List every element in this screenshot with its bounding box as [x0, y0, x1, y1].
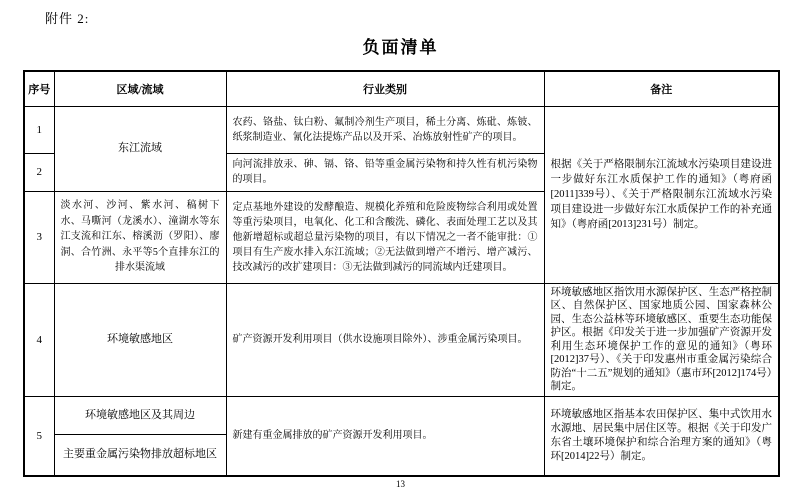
table-row-1	[24, 106, 779, 153]
row-number-cell-3: 3	[24, 191, 54, 283]
region-cell-heavy-metal-exceeding: 主要重金属污染物排放超标地区	[54, 434, 226, 476]
remark-cell-rows-1-3: 根据《关于严格限制东江流域水污染项目建设进一步做好东江水质保护工作的通知》（粤府函[2011]339号）、《关于严格限制东江流域水污染项目建设进一步做好东江水质保护工作的补充通知》（粤府函[2013]231号）制定。	[544, 106, 779, 283]
attachment-label: 附件 2:	[45, 11, 90, 26]
column-header-industry: 行业类别	[226, 71, 544, 106]
row-number-cell-5: 5	[24, 396, 54, 476]
column-header-no: 序号	[24, 71, 54, 106]
industry-cell-3: 定点基地外建设的发酵酿造、规模化养殖和危险废物综合利用或处置等重污染项目，电氧化、化工和含酸洗、磷化、表面处理工艺以及其他新增超标或超总量污染物的项目，有以下情况之一者不能审批：①项目有生产废水排入东江流域；②无法做到增产不增污、增产减污、技改减污的改扩建项目：③无法做到减污的同流域内迁建项目。	[226, 191, 544, 283]
table-row-4	[24, 283, 779, 396]
industry-cell-2: 向河流排放汞、砷、镉、铬、铅等重金属污染物和持久性有机污染物的项目。	[226, 153, 544, 191]
region-cell-sensitive-area: 环境敏感地区	[54, 283, 226, 396]
column-header-region: 区域/流域	[54, 71, 226, 106]
page-number: 13	[396, 479, 405, 489]
header-row	[24, 71, 779, 106]
column-header-remark: 备注	[544, 71, 779, 106]
remark-cell-row-4: 环境敏感地区指饮用水源保护区、生态严格控制区、自然保护区、国家地质公园、国家森林公园、生态公益林等环境敏感区、重要生态功能保护区。根据《印发关于进一步加强矿产资源开发利用生态环境保护工作的意见的通知》（粤环[2012]37号）、《关于印发惠州市重金属污染综合防治“十二五”规划的通知》（惠市环[2012]174号）制定。	[544, 283, 779, 396]
row-number-cell-1: 1	[24, 106, 54, 153]
row-number-cell-4: 4	[24, 283, 54, 396]
row-number-cell-2: 2	[24, 153, 54, 191]
region-cell-dongjiang: 东江流域	[54, 106, 226, 191]
table-row-5a	[24, 396, 779, 434]
industry-cell-1: 农药、铬盐、钛白粉、氟制冷剂生产项目，稀土分离、炼砒、炼铍、纸浆制造业、氰化法提炼产品以及开采、冶炼放射性矿产的项目。	[226, 106, 544, 153]
region-cell-tributaries: 淡水河、沙河、紫水河、稿树下水、马嘶河（龙溪水）、潼湖水等东江支流和江东、榕溪沥（罗阳）、廖洞、合竹洲、永平等5个直排东江的排水渠流域	[54, 191, 226, 283]
region-cell-sensitive-surrounding: 环境敏感地区及其周边	[54, 396, 226, 434]
industry-cell-5: 新建有重金属排放的矿产资源开发利用项目。	[226, 396, 544, 476]
industry-cell-4: 矿产资源开发利用项目（供水设施项目除外）、涉重金属污染项目。	[226, 283, 544, 396]
negative-list-table	[23, 70, 780, 477]
page-title: 负面清单	[362, 38, 439, 57]
remark-cell-row-5: 环境敏感地区指基本农田保护区、集中式饮用水水源地、居民集中居住区等。根据《关于印发广东省土壤环境保护和综合治理方案的通知》（粤环[2014]22号）制定。	[544, 396, 779, 476]
